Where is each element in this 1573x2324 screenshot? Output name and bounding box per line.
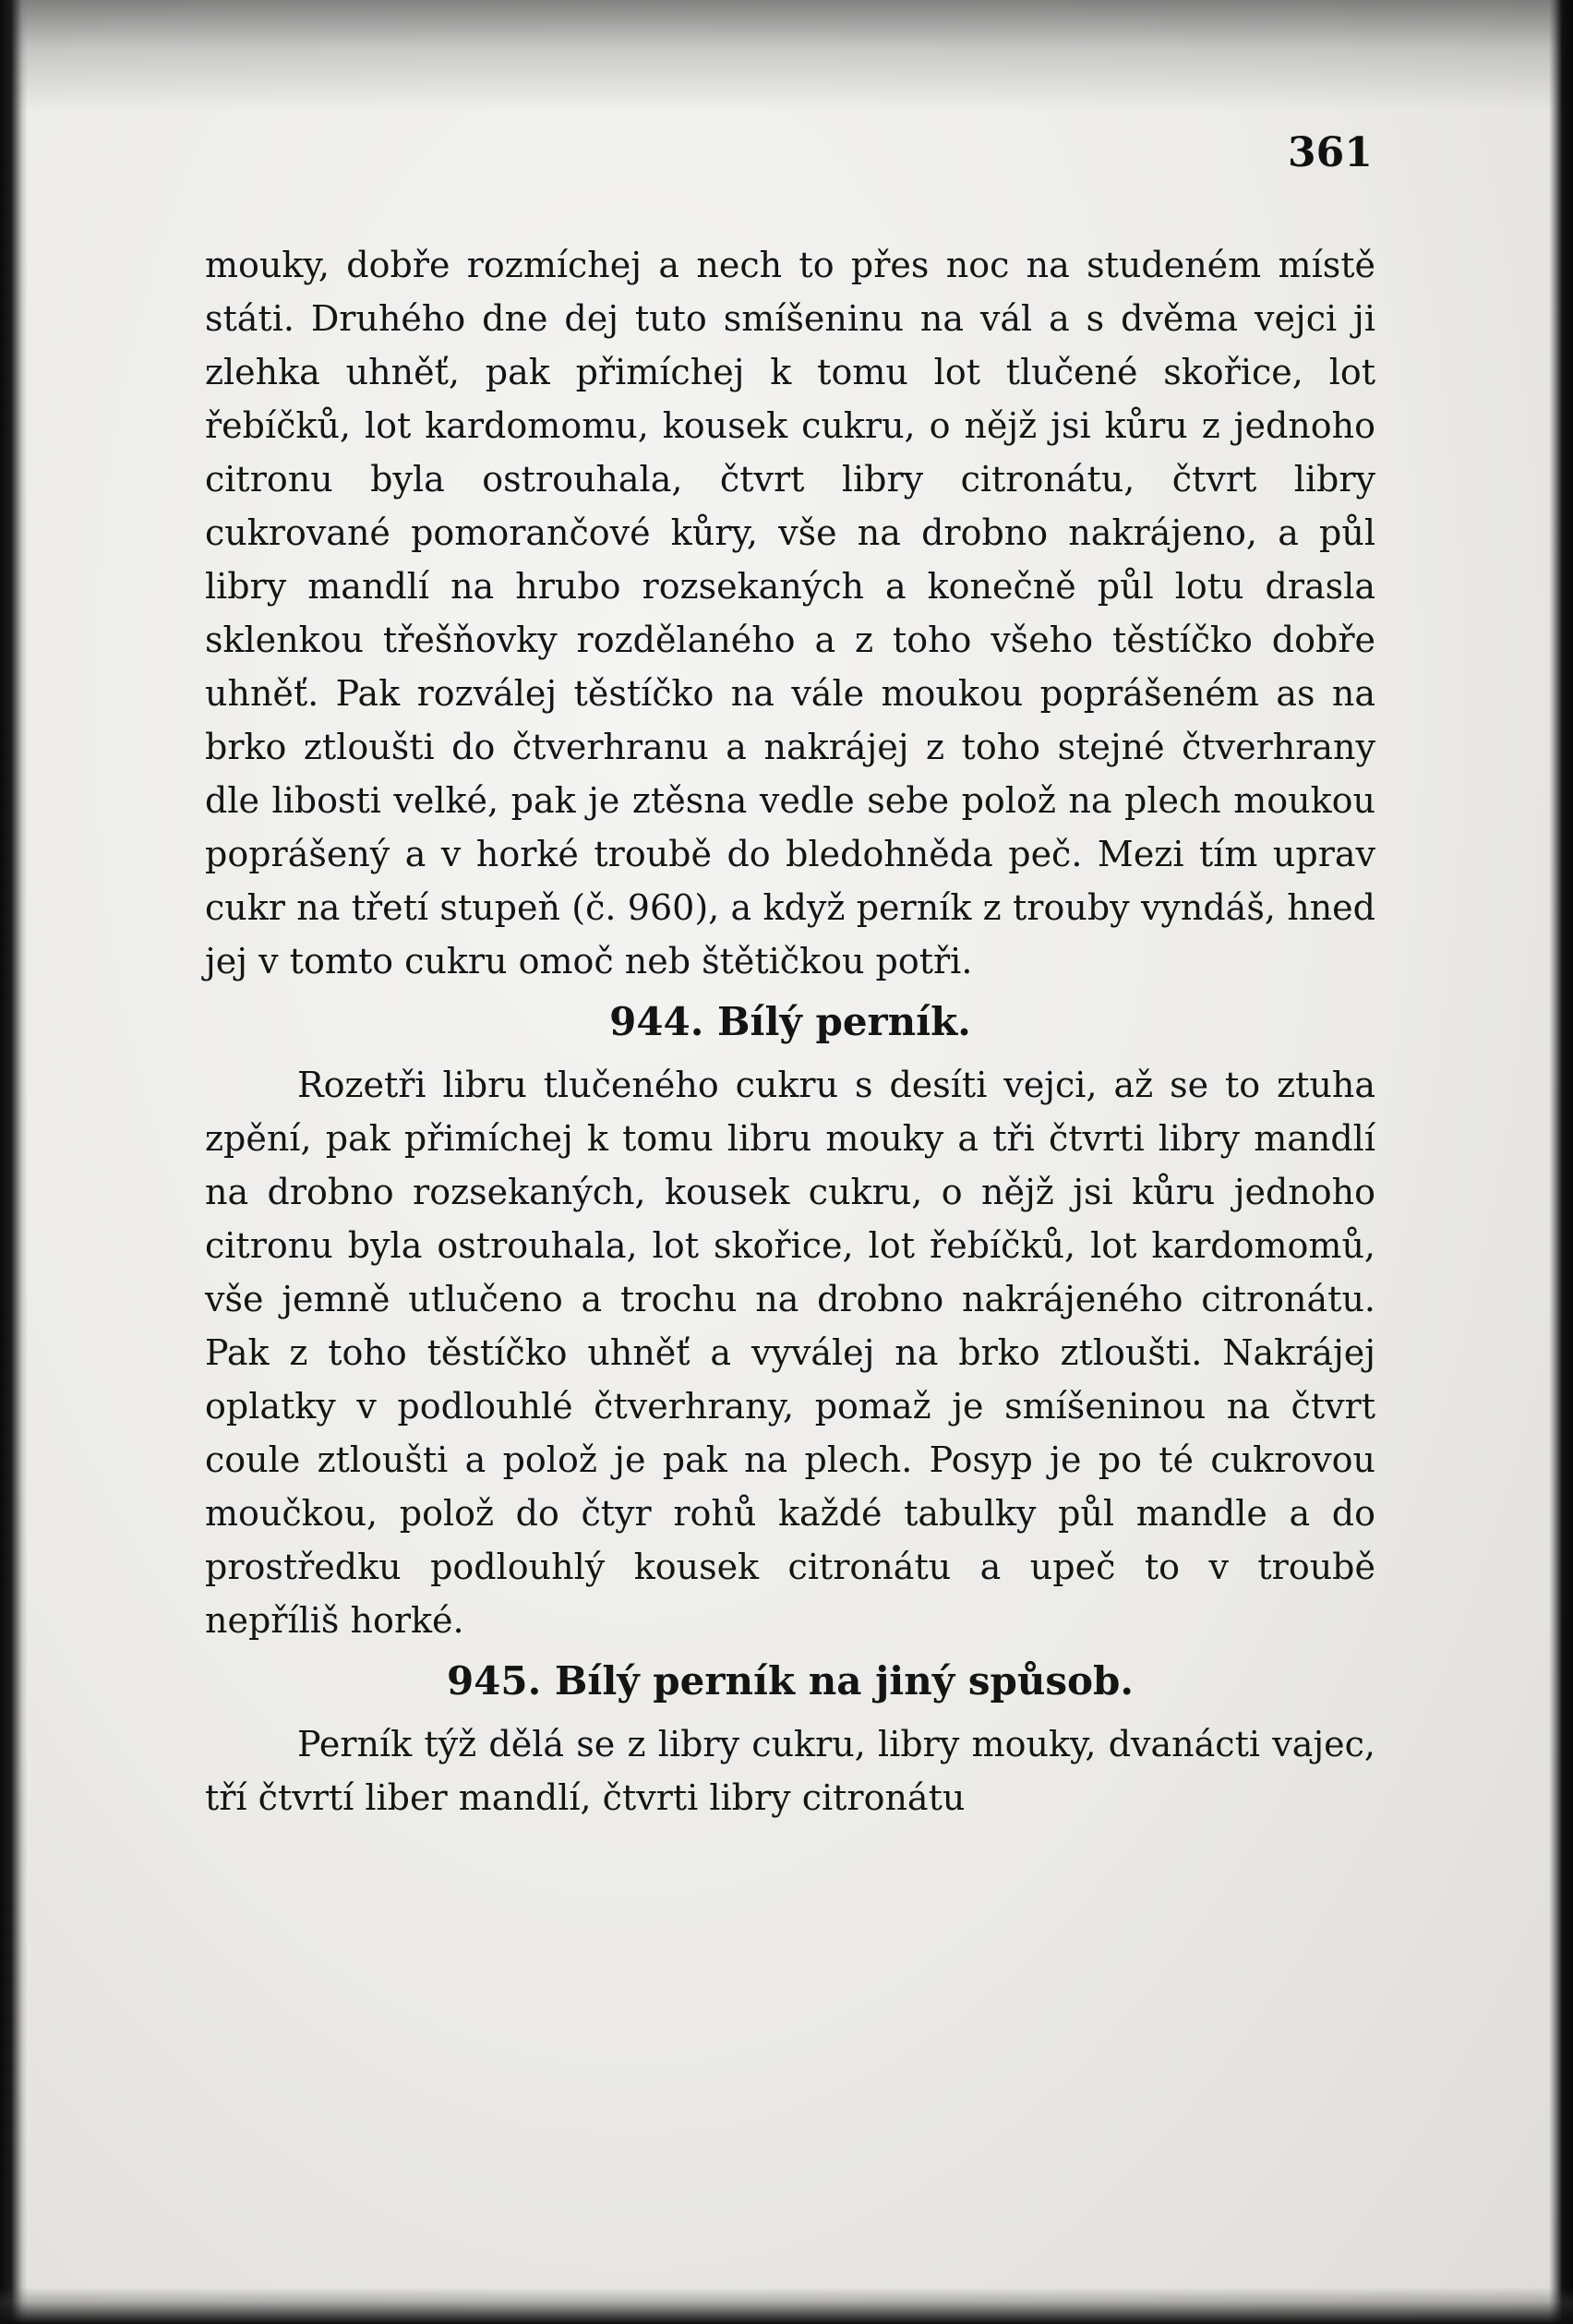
scan-shadow-bottom (0, 2287, 1573, 2324)
page-body (205, 238, 1375, 1824)
scan-shadow-top (0, 0, 1573, 111)
scan-shadow-right (1549, 0, 1573, 2324)
recipe-heading-945: 945. Bílý perník na jiný spůsob. (446, 1658, 1135, 1704)
recipe-text-944: Rozetři libru tlučeného cukru s desíti vejci, až se to ztuha zpění, pak přimíchej k tomu libru mouky a tři čtvrti libry mandlí na drobno rozsekaných, kousek cukru, o nějž jsi kůru jednoho citronu byla ostrouhala, lot skořice, lot řebíčků, lot kardomomů, vše jemně utlučeno a trochu na drobno nakrájeného citronátu. Pak z toho těstíčko uhněť a vyválej na brko ztloušti. Nakrájej oplatky v podlouhlé čtverhrany, pomaž je smíšeninou na čtvrt coule ztloušti a polož je pak na plech. Posyp je po té cukrovou moučkou, polož do čtyr rohů každé tabulky půl mandle a do prostředku podlouhlý kousek citronátu a upeč to v troubě nepříliš horké. (205, 1065, 1375, 1641)
intro-paragraph: mouky, dobře rozmíchej a nech to přes noc na studeném místě státi. Druhého dne dej tuto smíšeninu na vál a s dvěma vejci ji zlehka uhněť, pak přimíchej k tomu lot tlučené skořice, lot řebíčků, lot kardomomu, kousek cukru, o nějž jsi kůru z jednoho citronu byla ostrouhala, čtvrt libry citronátu, čtvrt libry cukrované pomorančové kůry, vše na drobno nakrájeno, a půl libry mandlí na hrubo rozsekaných a konečně půl lotu drasla sklenkou třešňovky rozdělaného a z toho všeho těstíčko dobře uhněť. Pak rozválej těstíčko na vále moukou poprášeném as na brko ztloušti do čtverhranu a nakrájej z toho stejné čtverhrany dle libosti velké, pak je ztěsna vedle sebe polož na plech moukou poprášený a v horké troubě do bledohněda peč. Mezi tím uprav cukr na třetí stupeň (č. 960), a když perník z trouby vyndáš, hned jej v tomto cukru omoč neb štětičkou potři. (205, 245, 1375, 981)
scan-shadow-left (0, 0, 28, 2324)
recipe-text-945: Perník týž dělá se z libry cukru, libry mouky, dvanácti vajec, tří čtvrtí liber mandlí, čtvrti libry citronátu (205, 1724, 1375, 1818)
page-number: 361 (1288, 129, 1373, 176)
recipe-heading-944: 944. Bílý perník. (609, 999, 971, 1044)
